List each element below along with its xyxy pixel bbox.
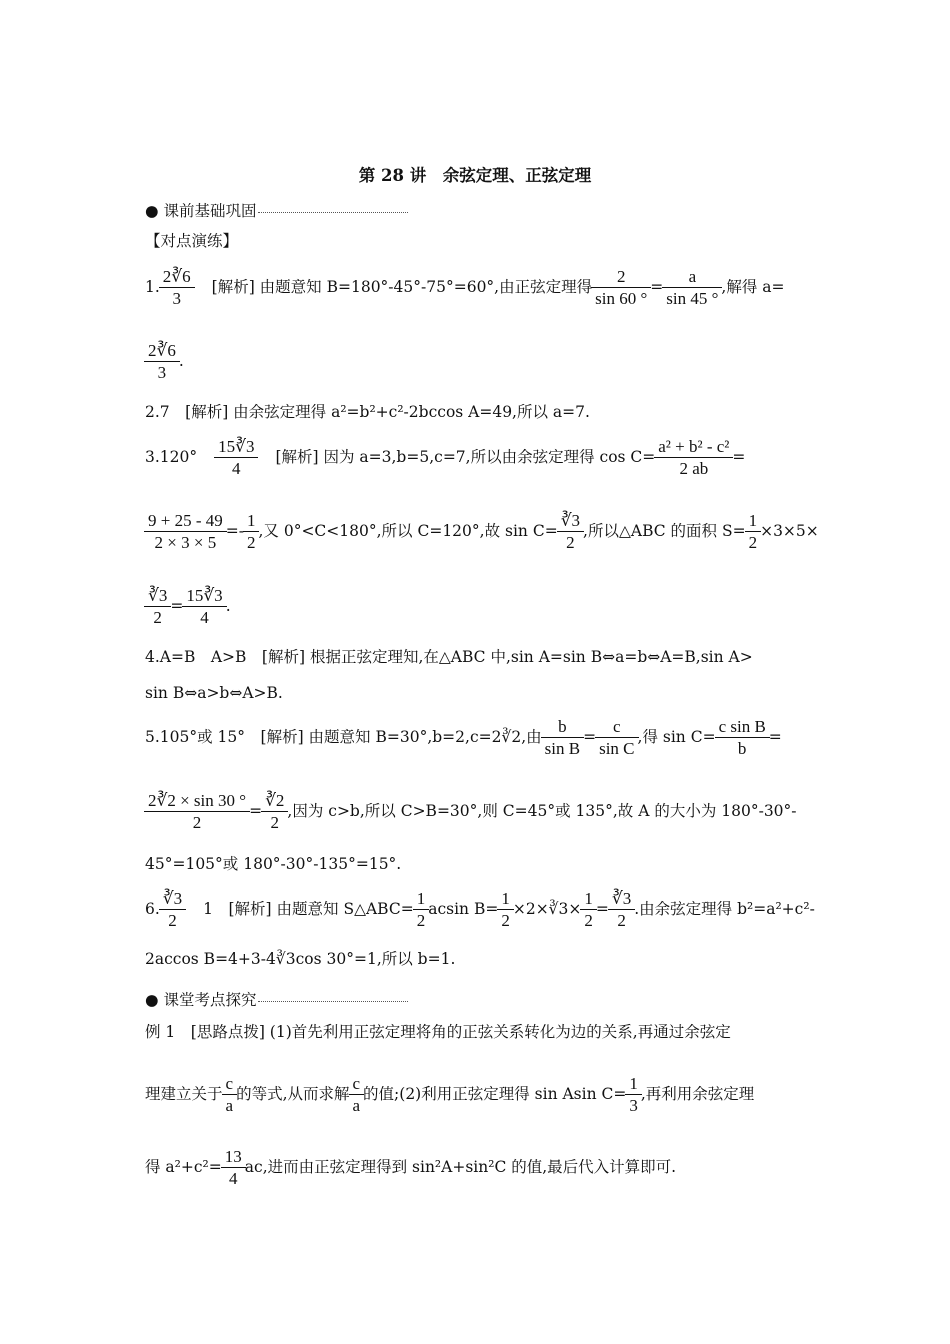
fraction: $\frac{c}{a}$: [224, 1075, 236, 1114]
problem-number: 6.: [145, 899, 160, 918]
problem-1-line-1: 1. $\frac{2∛6}{3}$ [解析] 由题意知 B=180°-45°-75°=60°,由正弦定理得 $\frac{2}{\sin 60 ^\circ}$ = $\frac{a}{\sin 45 ^\circ}$ ,解得 a=: [145, 267, 785, 308]
fraction: $\frac{c}{\text{sin C}}$: [597, 718, 636, 757]
example-1-line-2: 理建立关于 $\frac{c}{a}$ 的等式,从而求解 $\frac{c}{a}$ 的值;(2)利用正弦定理得 sin Asin C= $\frac{1}{3}$ ,再利用余弦定理: [145, 1074, 755, 1115]
solution-text: 5.105°或 15° [解析] 由题意知 B=30°,b=2,c=2∛2,由: [145, 727, 542, 746]
fraction: $\frac{∛3}{2}$: [146, 587, 169, 626]
fraction: $\frac{c}{a}$: [351, 1075, 363, 1114]
fraction: $\frac{2}{\sin 60 ^\circ}$: [593, 268, 649, 307]
section-label: ● 课前基础巩固: [145, 202, 257, 220]
fraction: $\frac{\text{a² + b² - c²}}{2 ab}$: [656, 438, 731, 477]
page-title: 第 28 讲 余弦定理、正弦定理: [358, 166, 592, 185]
fraction: $\frac{∛3}{2}$: [559, 512, 582, 551]
answer-fraction: $\frac{2∛6}{3}$: [161, 268, 193, 307]
problem-3-line-3: $\frac{∛3}{2}$ = $\frac{15∛3}{4}$ .: [145, 587, 231, 626]
example-1-line-3: 得 a²+c²= $\frac{13}{4}$ ac,进而由正弦定理得到 sin²A+sin²C 的值,最后代入计算即可.: [145, 1147, 677, 1188]
solution-text: 1 [解析] 由题意知 S△ABC=: [203, 899, 414, 918]
fraction: $\frac{15∛3}{4}$: [184, 587, 224, 626]
section-heading-basics: [145, 199, 408, 221]
problem-5-line-3: 45°=105°或 180°-30°-135°=15°.: [145, 855, 402, 873]
fraction: $\frac{1}{2}$: [245, 512, 258, 551]
problem-4-line-2: sin B⇔a>b⇔A>B.: [145, 684, 283, 702]
problem-number: 1.: [145, 277, 160, 296]
problem-6-line-1: 6. $\frac{∛3}{2}$ 1 [解析] 由题意知 S△ABC= $\frac{1}{2}$ acsin B= $\frac{1}{2}$ ×2×∛3× $\frac{1}{2}$ = $\frac{∛3}{2}$ .由余弦定理得 b²=a²+c²-: [145, 889, 815, 930]
problem-4-line-1: 4.A=B A>B [解析] 根据正弦定理知,在△ABC 中,sin A=sin B⇔a=b⇔A=B,sin A>: [145, 648, 753, 666]
fraction: $\frac{\text{c sin B}}{b}$: [717, 718, 768, 757]
solution-text: [解析] 由题意知 B=180°-45°-75°=60°,由正弦定理得: [211, 277, 593, 296]
problem-3-line-2: $\frac{9 + 25 - 49}{2 \times 3 \times 5}$ =- $\frac{1}{2}$ ,又 0°<C<180°,所以 C=120°,故 sin C= $\frac{∛3}{2}$ ,所以△ABC 的面积 S= $\frac{1}{2}$ ×3×5×: [145, 512, 819, 551]
solution-text: [解析] 因为 a=3,b=5,c=7,所以由余弦定理得 cos C=: [275, 447, 656, 466]
fraction: $\frac{1}{2}$: [582, 890, 595, 929]
result-fraction: $\frac{2∛6}{3}$: [146, 342, 178, 381]
problem-2: 2.7 [解析] 由余弦定理得 a²=b²+c²-2bccos A=49,所以 a=7.: [145, 403, 590, 421]
solution-text: ,又 0°<C<180°,所以 C=120°,故 sin C=: [258, 521, 558, 540]
solution-text: .由余弦定理得 b²=a²+c²-: [634, 899, 815, 918]
dotted-leader: [258, 212, 408, 213]
problem-6-line-2: 2accos B=4+3-4∛3cos 30°=1,所以 b=1.: [145, 950, 456, 968]
fraction: $\frac{1}{3}$: [627, 1075, 640, 1114]
answer-fraction: $\frac{∛3}{2}$: [161, 890, 184, 929]
solution-text: ,因为 c>b,所以 C>B=30°,则 C=45°或 135°,故 A 的大小为 180°-30°-: [287, 801, 797, 820]
problem-answer: 3.120°: [145, 447, 198, 466]
subsection-heading: 【对点演练】: [145, 232, 239, 250]
fraction: $\frac{∛3}{2}$: [610, 890, 633, 929]
section-heading-class: [145, 988, 408, 1010]
problem-3-line-1: 3.120° $\frac{15∛3}{4}$ [解析] 因为 a=3,b=5,c=7,所以由余弦定理得 cos C= $\frac{\text{a² + b² - c²}}{2 ab}$ =: [145, 437, 746, 478]
fraction: $\frac{a}{\sin 45 ^\circ}$: [664, 268, 720, 307]
problem-1-line-2: $\frac{2∛6}{3}$ .: [145, 342, 184, 381]
fraction: $\frac{1}{2}$: [747, 512, 760, 551]
fraction: $\frac{9 + 25 - 49}{2 \times 3 \times 5}$: [146, 512, 225, 551]
solution-text: ,解得 a=: [721, 277, 785, 296]
problem-5-line-2: $\frac{2∛2 \times \sin 30 ^\circ}{2}$ = $\frac{∛2}{2}$ ,因为 c>b,所以 C>B=30°,则 C=45°或 135°,故 A 的大小为 180°-30°-: [145, 792, 797, 831]
fraction: $\frac{1}{2}$: [415, 890, 428, 929]
section-label: ● 课堂考点探究: [145, 991, 257, 1009]
fraction: $\frac{2∛2 \times \sin 30 ^\circ}{2}$: [146, 792, 248, 831]
dotted-leader: [258, 1001, 408, 1002]
fraction: $\frac{b}{\text{sin B}}$: [543, 718, 582, 757]
fraction: $\frac{∛2}{2}$: [263, 792, 286, 831]
fraction: $\frac{1}{2}$: [499, 890, 512, 929]
solution-text: ,所以△ABC 的面积 S=: [583, 521, 746, 540]
example-1-line-1: 例 1 [思路点拨] (1)首先利用正弦定理将角的正弦关系转化为边的关系,再通过余弦定: [145, 1023, 731, 1041]
problem-5-line-1: 5.105°或 15° [解析] 由题意知 B=30°,b=2,c=2∛2,由 $\frac{b}{\text{sin B}}$ = $\frac{c}{\text{sin C}}$ ,得 sin C= $\frac{\text{c sin B}}{b}$ =: [145, 717, 782, 758]
answer-fraction: $\frac{15∛3}{4}$: [216, 438, 256, 477]
fraction: $\frac{13}{4}$: [223, 1148, 244, 1187]
